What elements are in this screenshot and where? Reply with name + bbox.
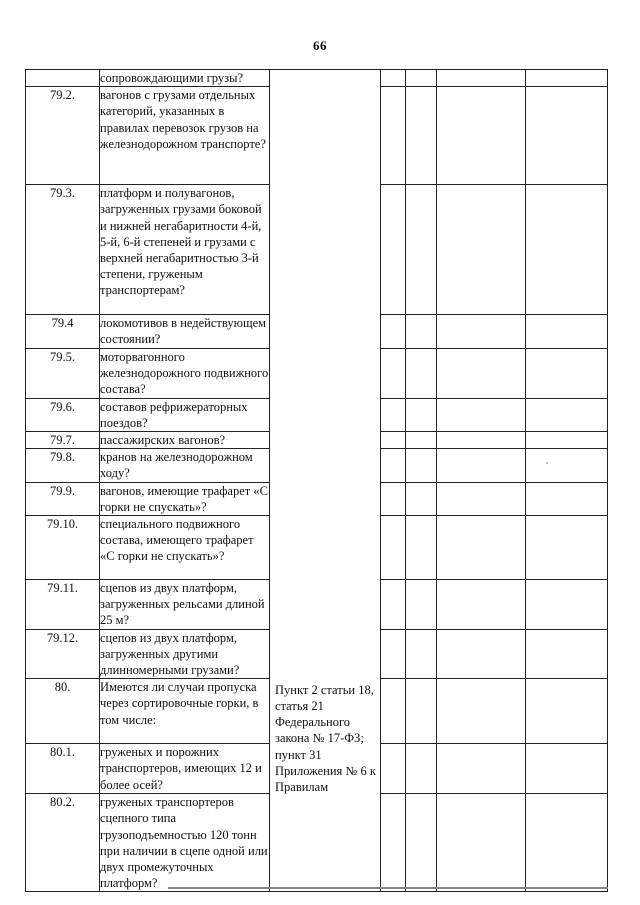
answer-yes-cell xyxy=(381,516,406,580)
item-number: 79.2. xyxy=(26,87,100,185)
answer-yes-cell xyxy=(381,348,406,398)
answer-na-cell xyxy=(437,482,526,515)
answer-na-cell xyxy=(437,794,526,892)
answer-yes-cell xyxy=(381,629,406,679)
answer-no-cell xyxy=(406,449,437,482)
answer-na-cell xyxy=(437,185,526,315)
note-cell xyxy=(526,794,608,892)
answer-no-cell xyxy=(406,629,437,679)
answer-no-cell xyxy=(406,516,437,580)
answer-yes-cell xyxy=(381,679,406,744)
answer-na-cell xyxy=(437,679,526,744)
answer-yes-cell xyxy=(381,794,406,892)
answer-no-cell xyxy=(406,432,437,449)
answer-na-cell xyxy=(437,432,526,449)
answer-no-cell xyxy=(406,679,437,744)
note-cell xyxy=(526,70,608,87)
answer-no-cell xyxy=(406,794,437,892)
note-cell xyxy=(526,398,608,431)
item-number: 79.10. xyxy=(26,516,100,580)
answer-yes-cell xyxy=(381,185,406,315)
item-number: 79.11. xyxy=(26,580,100,630)
item-question: платформ и полувагонов, загруженных грузами боковой и нижней негабаритности 4-й, 5-й, 6-й степеней и грузами с верхней негабаритностью 3-й степени, груженым транспортерам? xyxy=(100,185,270,315)
answer-yes-cell xyxy=(381,580,406,630)
checklist-table xyxy=(25,69,608,892)
item-question: сцепов из двух платформ, загруженных другими длинномерными грузами? xyxy=(100,629,270,679)
answer-no-cell xyxy=(406,315,437,348)
scan-edge-line xyxy=(168,887,608,889)
answer-yes-cell xyxy=(381,449,406,482)
answer-na-cell xyxy=(437,580,526,630)
answer-na-cell xyxy=(437,70,526,87)
item-question: груженых и порожних транспортеров, имеющих 12 и более осей? xyxy=(100,744,270,794)
note-cell xyxy=(526,432,608,449)
answer-no-cell xyxy=(406,580,437,630)
item-number: 79.5. xyxy=(26,348,100,398)
item-question: сопровождающими грузы? xyxy=(100,70,270,87)
page-number: 66 xyxy=(313,38,327,53)
answer-na-cell xyxy=(437,315,526,348)
note-cell xyxy=(526,516,608,580)
item-question: вагонов с грузами отдельных категорий, указанных в правилах перевозок грузов на железнодорожном транспорте? xyxy=(100,87,270,185)
answer-na-cell xyxy=(437,348,526,398)
answer-no-cell xyxy=(406,87,437,185)
answer-no-cell xyxy=(406,744,437,794)
answer-yes-cell xyxy=(381,432,406,449)
item-question: моторвагонного железнодорожного подвижного состава? xyxy=(100,348,270,398)
scan-speck xyxy=(546,462,548,464)
item-number: 79.6. xyxy=(26,398,100,431)
item-question: локомотивов в недействующем состоянии? xyxy=(100,315,270,348)
answer-na-cell xyxy=(437,516,526,580)
item-number: 79.8. xyxy=(26,449,100,482)
note-cell xyxy=(526,482,608,515)
item-number: 79.7. xyxy=(26,432,100,449)
item-number: 80.1. xyxy=(26,744,100,794)
note-cell xyxy=(526,744,608,794)
item-question: составов рефрижераторных поездов? xyxy=(100,398,270,431)
answer-yes-cell xyxy=(381,744,406,794)
answer-no-cell xyxy=(406,348,437,398)
item-number xyxy=(26,70,100,87)
note-cell xyxy=(526,629,608,679)
item-question: специального подвижного состава, имеющего трафарет «С горки не спускать»? xyxy=(100,516,270,580)
answer-no-cell xyxy=(406,70,437,87)
table-row xyxy=(26,679,608,744)
reference-cell-empty xyxy=(270,70,381,679)
answer-yes-cell xyxy=(381,482,406,515)
note-cell xyxy=(526,449,608,482)
answer-yes-cell xyxy=(381,315,406,348)
legal-reference-cell xyxy=(270,679,381,892)
answer-na-cell xyxy=(437,449,526,482)
note-cell xyxy=(526,679,608,744)
item-question: вагонов, имеющие трафарет «С горки не спускать»? xyxy=(100,483,268,514)
item-question: кранов на железнодорожном ходу? xyxy=(100,449,270,482)
item-number: 79.3. xyxy=(26,185,100,315)
answer-na-cell xyxy=(437,398,526,431)
note-cell xyxy=(526,87,608,185)
item-question: сцепов из двух платформ, загруженных рельсами длиной 25 м? xyxy=(100,580,270,630)
answer-no-cell xyxy=(406,398,437,431)
item-number: 80. xyxy=(26,679,100,744)
item-number: 79.4 xyxy=(26,315,100,348)
table-row xyxy=(26,70,608,87)
answer-no-cell xyxy=(406,185,437,315)
note-cell xyxy=(526,185,608,315)
item-question: Имеются ли случаи пропуска через сортировочные горки, в том числе: xyxy=(100,679,270,744)
item-number: 79.12. xyxy=(26,629,100,679)
answer-yes-cell xyxy=(381,87,406,185)
answer-yes-cell xyxy=(381,398,406,431)
item-number: 80.2. xyxy=(26,794,100,892)
answer-na-cell xyxy=(437,744,526,794)
answer-no-cell xyxy=(406,482,437,515)
note-cell xyxy=(526,348,608,398)
answer-na-cell xyxy=(437,87,526,185)
item-question: пассажирских вагонов? xyxy=(100,432,270,449)
answer-yes-cell xyxy=(381,70,406,87)
item-number: 79.9. xyxy=(26,482,100,515)
note-cell xyxy=(526,580,608,630)
legal-reference: Пункт 2 статьи 18, статья 21 Федерального закона № 17-ФЗ; пункт 31 Приложения № 6 к Правилам xyxy=(275,682,376,794)
note-cell xyxy=(526,315,608,348)
item-question: груженых транспортеров сцепного типа грузоподъемностью 120 тонн при наличии в сцепе одной или двух промежуточных платформ? xyxy=(100,795,268,891)
answer-na-cell xyxy=(437,629,526,679)
